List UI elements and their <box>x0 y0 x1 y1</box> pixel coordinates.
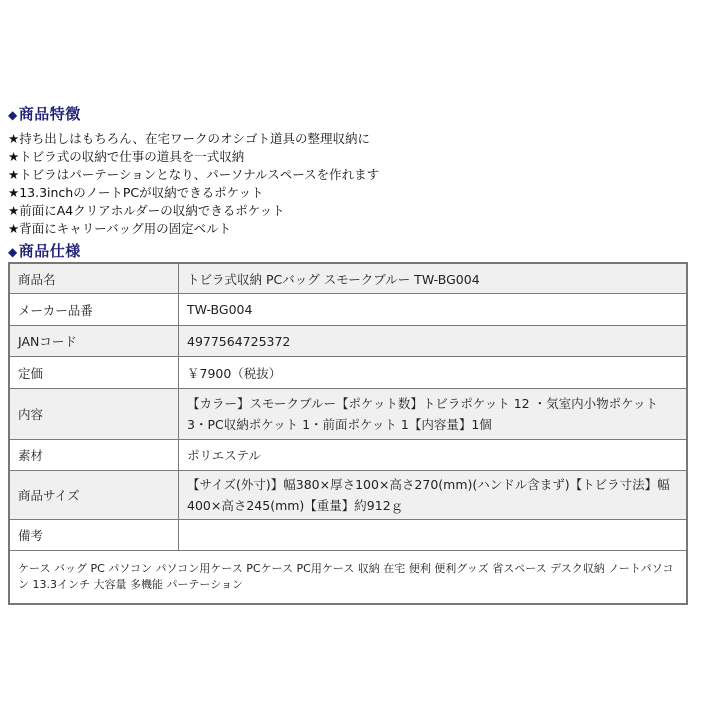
features-heading: ◆商品特徴 <box>8 105 81 123</box>
feature-item: ★トビラはパーテーションとなり、パーソナルスペースを作れます <box>8 167 380 182</box>
spec-value: ￥7900（税抜） <box>179 357 688 389</box>
spec-value <box>179 520 688 551</box>
table-row <box>9 263 687 294</box>
feature-item: ★持ち出しはもちろん、在宅ワークのオシゴト道具の整理収納に <box>8 131 370 146</box>
table-row <box>9 389 687 440</box>
diamond-icon: ◆ <box>8 108 18 122</box>
feature-item: ★13.3inchのノートPCが収納できるポケット <box>8 185 264 200</box>
spec-table <box>8 262 688 605</box>
spec-label: 定価 <box>9 357 179 389</box>
table-row <box>9 471 687 520</box>
keywords-row <box>9 551 687 605</box>
feature-item: ★前面にA4クリアホルダーの収納できるポケット <box>8 203 285 218</box>
spec-value: ポリエステル <box>179 440 688 471</box>
features-list <box>8 130 690 238</box>
spec-value: TW-BG004 <box>179 294 688 326</box>
spec-label: 内容 <box>9 389 179 440</box>
spec-label: 素材 <box>9 440 179 471</box>
spec-label: 商品サイズ <box>9 471 179 520</box>
feature-item: ★トビラ式の収納で仕事の道具を一式収納 <box>8 149 245 164</box>
table-row <box>9 294 687 326</box>
table-row <box>9 326 687 357</box>
keywords-text: ケース バッグ PC パソコン パソコン用ケース PCケース PC用ケース 収納 在宅 便利 便利グッズ 省スペース デスク収納 ノートパソコン 13.3インチ 大容量 多機能 パーテーション <box>9 551 687 605</box>
table-row <box>9 440 687 471</box>
spec-value: 4977564725372 <box>179 326 688 357</box>
table-row <box>9 357 687 389</box>
spec-label: JANコード <box>9 326 179 357</box>
spec-label: 備考 <box>9 520 179 551</box>
table-row <box>9 520 687 551</box>
spec-value: 【サイズ(外寸)】幅380×厚さ100×高さ270(mm)(ハンドル含まず)【トビラ寸法】幅400×高さ245(mm)【重量】約912ｇ <box>179 471 688 520</box>
spec-label: メーカー品番 <box>9 294 179 326</box>
feature-item: ★背面にキャリーバッグ用の固定ベルト <box>8 221 232 236</box>
product-description <box>8 103 690 605</box>
spec-label: 商品名 <box>9 263 179 294</box>
spec-heading: ◆商品仕様 <box>8 242 81 260</box>
diamond-icon: ◆ <box>8 245 18 259</box>
spec-value: トビラ式収納 PCバッグ スモークブルー TW-BG004 <box>179 263 688 294</box>
spec-value: 【カラー】スモークブルー【ポケット数】トビラポケット 12 ・気室内小物ポケット 3・PC収納ポケット 1・前面ポケット 1【内容量】1個 <box>179 389 688 440</box>
